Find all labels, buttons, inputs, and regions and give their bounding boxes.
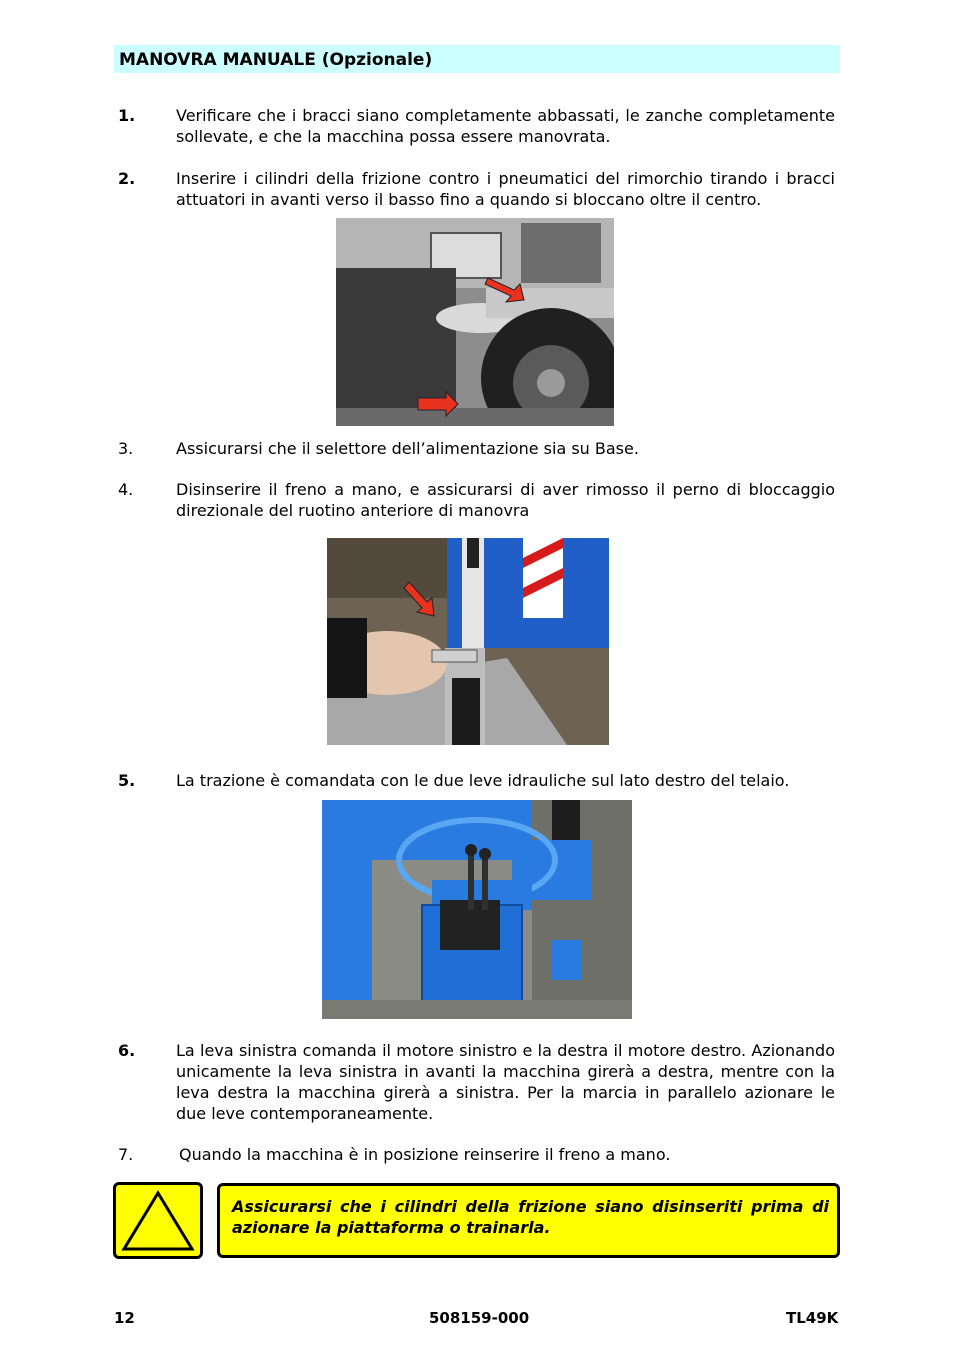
step-text: Verificare che i bracci siano completamente abbassati, le zanche completamente sollevate, e che la macchina possa essere manovrata. (176, 106, 835, 146)
step-text: Disinserire il freno a mano, e assicurarsi di aver rimosso il perno di bloccaggio direzionale del ruotino anteriore di manovra (176, 480, 835, 520)
step-text: Inserire i cilindri della frizione contro i pneumatici del rimorchio tirando i bracci attuatori in avanti verso il basso fino a quando si bloccano oltre il centro. (176, 169, 835, 209)
step-number: 6. (118, 1041, 136, 1060)
step-text: La trazione è comandata con le due leve idrauliche sul lato destro del telaio. (176, 771, 790, 790)
photo-hydraulic-levers (322, 800, 632, 1019)
step-number: 7. (118, 1145, 134, 1164)
step-text: Assicurarsi che il selettore dell’alimentazione sia su Base. (176, 439, 639, 458)
step-text: Quando la macchina è in posizione reinserire il freno a mano. (179, 1145, 671, 1164)
warning-message: Assicurarsi che i cilindri della frizione siano disinseriti prima di azionare la piattaforma o trainarla. (217, 1183, 840, 1258)
page-number: 12 (114, 1309, 135, 1327)
step-text: La leva sinistra comanda il motore sinistro e la destra il motore destro. Azionando unicamente la leva sinistra in avanti la macchina girerà a destra, mentre con la leva destra la macchina girerà a sinistra. Per la marcia in parallelo azionare le due leve contemporaneamente. (176, 1041, 835, 1123)
step-number: 4. (118, 480, 134, 499)
photo-friction-rollers (336, 218, 614, 426)
document-code: 508159-000 (429, 1309, 530, 1327)
section-title: MANOVRA MANUALE (Opzionale) (114, 45, 840, 73)
step-number: 5. (118, 771, 136, 790)
step-number: 3. (118, 439, 134, 458)
warning-triangle-icon (113, 1182, 203, 1259)
photo-locking-pin (327, 538, 609, 745)
model-name: TL49K (786, 1309, 839, 1327)
step-number: 1. (118, 106, 136, 125)
step-number: 2. (118, 169, 136, 188)
